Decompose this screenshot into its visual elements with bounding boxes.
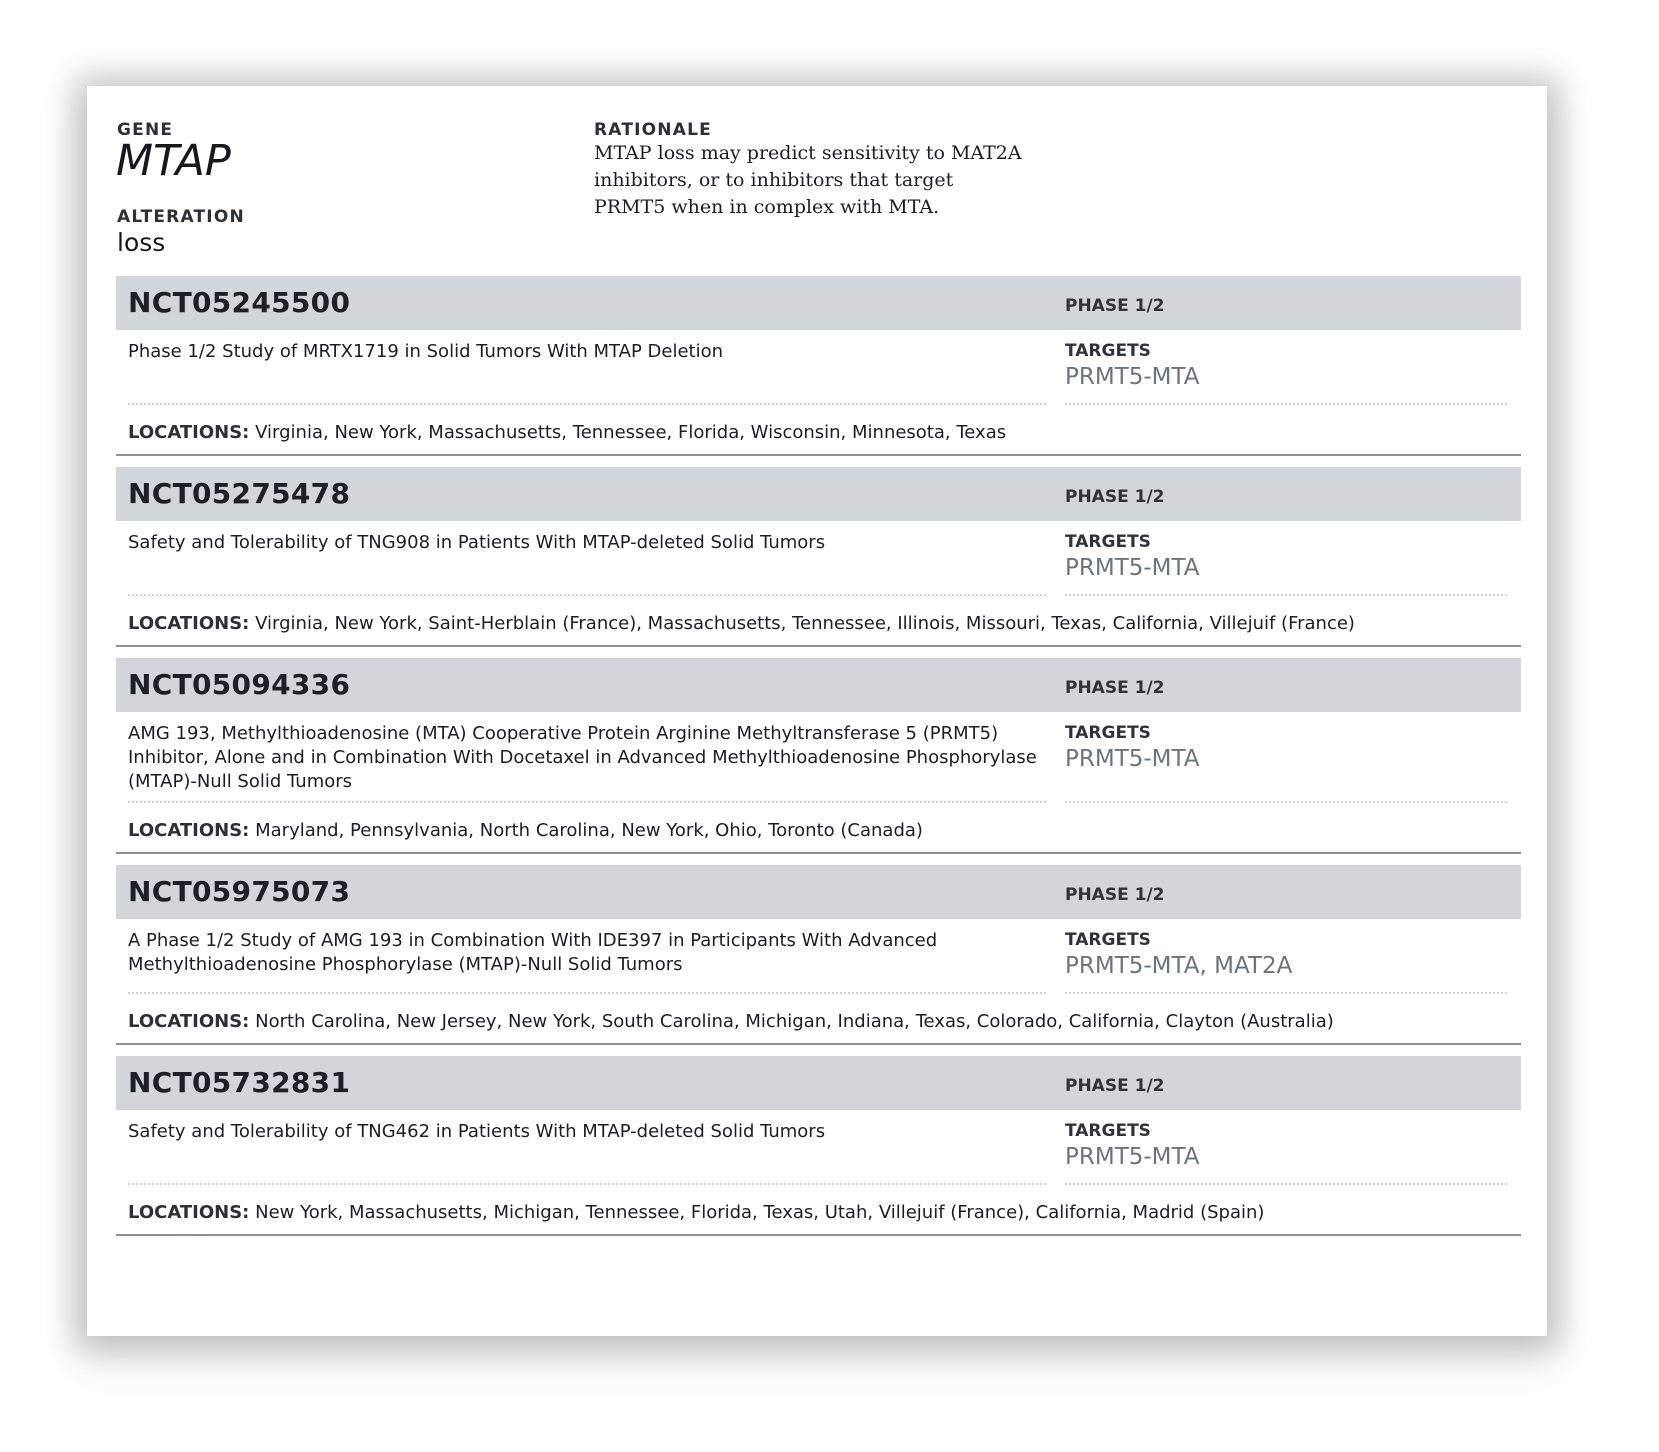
trial-phase: PHASE 1/2 [1065,885,1165,905]
targets-label: TARGETS [1065,532,1151,552]
trial-title: Safety and Tolerability of TNG462 in Patients With MTAP-deleted Solid Tumors [128,1121,826,1142]
dotted-divider [1065,403,1507,405]
dotted-divider [128,1183,1046,1185]
trial-body [116,521,1521,645]
trial-list [116,276,1521,1247]
rationale-text: MTAP loss may predict sensitivity to MAT2A inhibitors, or to inhibitors that target PRMT5 when in complex with MTA. [594,142,1022,218]
trial-phase: PHASE 1/2 [1065,296,1165,316]
trial-row [116,1056,1521,1236]
trial-id: NCT05275478 [128,477,351,510]
trial-row [116,276,1521,456]
report-header [87,86,1547,276]
locations-label: LOCATIONS: [128,1202,250,1223]
locations-label: LOCATIONS: [128,422,250,443]
locations-label: LOCATIONS: [128,613,250,634]
trial-title: Safety and Tolerability of TNG908 in Patients With MTAP-deleted Solid Tumors [128,532,826,553]
targets-label: TARGETS [1065,930,1151,950]
dotted-divider [128,992,1046,994]
locations-text: Virginia, New York, Saint-Herblain (France), Massachusetts, Tennessee, Illinois, Missouri, Texas, California, Villejuif (France) [255,613,1355,634]
targets-value: PRMT5-MTA [1065,1144,1200,1170]
report-card [87,86,1547,1336]
trial-locations [128,422,1006,443]
locations-text: Virginia, New York, Massachusetts, Tennessee, Florida, Wisconsin, Minnesota, Texas [255,422,1007,443]
trial-body [116,712,1521,852]
trial-header [116,276,1521,330]
trial-phase: PHASE 1/2 [1065,678,1165,698]
trial-row [116,865,1521,1045]
trial-title: Phase 1/2 Study of MRTX1719 in Solid Tumors With MTAP Deletion [128,341,724,362]
dotted-divider [128,594,1046,596]
trial-header [116,1056,1521,1110]
rationale-label: RATIONALE [594,120,712,140]
locations-label: LOCATIONS: [128,820,250,841]
trial-locations [128,1011,1334,1032]
trial-header [116,467,1521,521]
locations-text: North Carolina, New Jersey, New York, South Carolina, Michigan, Indiana, Texas, Colorado, California, Clayton (Australia) [255,1011,1334,1032]
locations-label: LOCATIONS: [128,1011,250,1032]
trial-body [116,330,1521,454]
targets-value: PRMT5-MTA [1065,555,1200,581]
alteration-value: loss [117,228,166,257]
trial-locations [128,1202,1264,1223]
targets-label: TARGETS [1065,1121,1151,1141]
trial-locations [128,613,1355,634]
trial-phase: PHASE 1/2 [1065,1076,1165,1096]
targets-value: PRMT5-MTA [1065,746,1200,772]
dotted-divider [1065,801,1507,803]
trial-header [116,865,1521,919]
dotted-divider [128,801,1046,803]
trial-id: NCT05094336 [128,668,351,701]
targets-label: TARGETS [1065,723,1151,743]
alteration-label: ALTERATION [117,207,245,227]
trial-id: NCT05245500 [128,286,351,319]
trial-id: NCT05732831 [128,1066,351,1099]
dotted-divider [1065,594,1507,596]
targets-value: PRMT5-MTA [1065,364,1200,390]
trial-body [116,919,1521,1043]
trial-header [116,658,1521,712]
trial-id: NCT05975073 [128,875,351,908]
trial-row [116,467,1521,647]
targets-label: TARGETS [1065,341,1151,361]
dotted-divider [1065,1183,1507,1185]
locations-text: Maryland, Pennsylvania, North Carolina, New York, Ohio, Toronto (Canada) [255,820,923,841]
dotted-divider [128,403,1046,405]
gene-label: GENE [117,120,174,140]
targets-value: PRMT5-MTA, MAT2A [1065,953,1293,979]
locations-text: New York, Massachusetts, Michigan, Tennessee, Florida, Texas, Utah, Villejuif (France), California, Madrid (Spain) [255,1202,1265,1223]
gene-name: MTAP [116,136,231,186]
trial-body [116,1110,1521,1234]
trial-phase: PHASE 1/2 [1065,487,1165,507]
trial-title: A Phase 1/2 Study of AMG 193 in Combination With IDE397 in Participants With Advanced Methylthioadenosine Phosphorylase (MTAP)-Null Solid Tumors [128,930,938,975]
trial-title: AMG 193, Methylthioadenosine (MTA) Cooperative Protein Arginine Methyltransferase 5 (PRMT5) Inhibitor, Alone and in Combination With Docetaxel in Advanced Methylthioadenosine Phosphorylase (MTAP)-Null Solid Tumors [128,723,1037,792]
trial-row [116,658,1521,854]
trial-locations [128,820,923,841]
dotted-divider [1065,992,1507,994]
